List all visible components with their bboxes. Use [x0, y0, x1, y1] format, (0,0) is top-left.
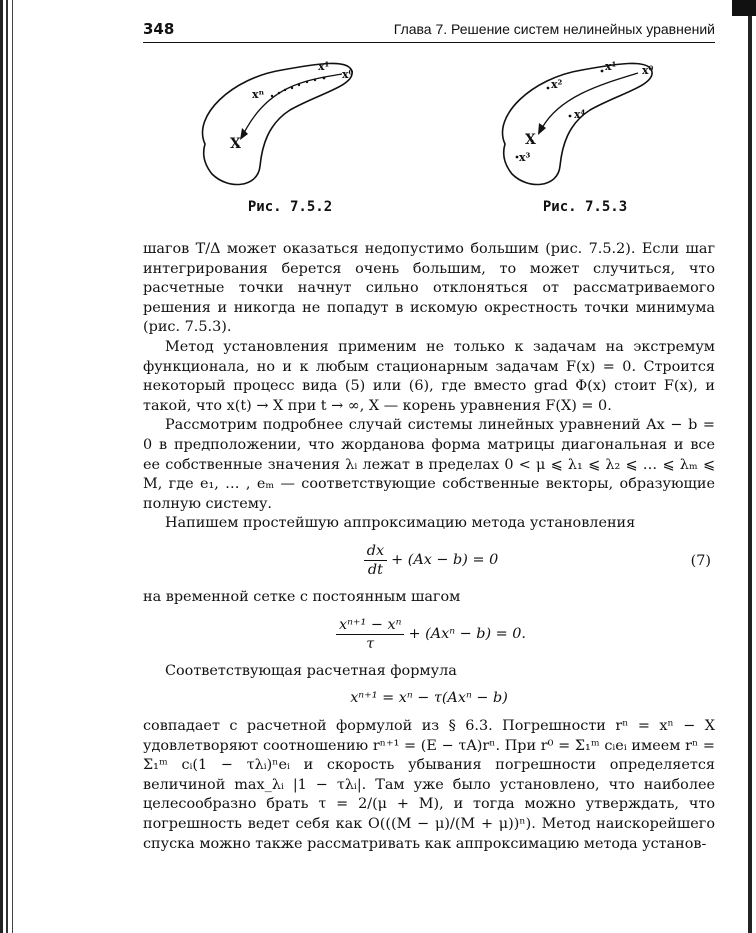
page-header — [143, 18, 715, 43]
label-x3: x³ — [519, 151, 531, 164]
region-outline — [503, 63, 653, 184]
caption-7-5-3: Рис. 7.5.3 — [542, 199, 628, 215]
label-x2: x² — [551, 78, 563, 91]
fraction-denominator: τ — [366, 636, 375, 652]
trajectory-arrowhead — [240, 128, 248, 140]
fraction-denominator: dt — [367, 562, 383, 579]
body-text — [143, 240, 715, 854]
figure-7-5-2 — [190, 58, 380, 193]
paragraph-3: Рассмотрим подробнее случай системы линейных уравнений Ax − b = 0 в предположении, что жорданова форма матрицы диагональная и все ее собственные значения λᵢ лежат в пределах 0 < μ ⩽ λ₁ ⩽ λ₂ ⩽ … ⩽ λₘ ⩽ M, где e₁, … , eₘ — соответствующие собственные векторы, образующие полную систему. — [143, 417, 715, 512]
iteration-dots — [237, 77, 326, 148]
label-x0: x⁰ — [342, 68, 354, 81]
paragraph-1: шагов T/Δ может оказаться недопустимо большим (рис. 7.5.2). Если шаг интегрирования берется очень большим, то может случиться, что расчетные точки начнут сильно отклоняться от рассматриваемого решения и никогда не попадут в искомую окрестность точки минимума (рис. 7.5.3). — [143, 241, 715, 336]
paragraph-5: на временной сетке с постоянным шагом — [143, 588, 461, 605]
caption-7-5-2: Рис. 7.5.2 — [247, 199, 333, 215]
fraction-numerator: dx — [364, 542, 387, 561]
paragraph-4: Напишем простейшую аппроксимацию метода установления — [165, 515, 636, 532]
paragraph-6: Соответствующая расчетная формула — [165, 662, 457, 679]
equation-7 — [143, 534, 715, 588]
equation-iteration-text: xⁿ⁺¹ = xⁿ − τ(Axⁿ − b) — [350, 690, 508, 707]
fraction-dx-dt — [364, 542, 387, 579]
equation-7-rest: + (Ax − b) = 0 — [391, 552, 499, 569]
equation-iteration — [143, 681, 715, 717]
label-x1: x¹ — [318, 60, 330, 73]
fraction-numerator: xⁿ⁺¹ − xⁿ — [336, 616, 404, 635]
running-head: Глава 7. Решение систем нелинейных уравнений — [393, 21, 715, 37]
region-outline — [203, 63, 353, 184]
figure-7-5-3-drawing — [490, 58, 680, 193]
label-X-fig2: X — [525, 132, 536, 148]
trajectory-curve — [244, 74, 342, 133]
fraction-difference — [336, 616, 404, 653]
paragraph-7: совпадает с расчетной формулой из § 6.3. Погрешности rⁿ = xⁿ − X удовлетворяют соотношению rⁿ⁺¹ = (E − τA)rⁿ. При r⁰ = Σ₁ᵐ cᵢeᵢ имеем rⁿ = Σ₁ᵐ cᵢ(1 − τλᵢ)ⁿeᵢ и скорость убывания погрешности определяется величиной max_λᵢ |1 − τλᵢ|. Там уже было установлено, что наиболее целесообразно брать τ = 2/(μ + M), и тогда можно утверждать, что погрешность ведет себя как O(((M − μ)/(M + μ))ⁿ). Метод наискорейшего спуска можно также рассматривать как аппроксимацию метода установ- — [143, 718, 715, 852]
paragraph-2: Метод установления применим не только к задачам на экстремум функционала, но и к любым стационарным задачам F(x) = 0. Строится некоторый процесс вида (5) или (6), где вместо grad Φ(x) стоит F(x), и такой, что x(t) → X при t → ∞, X — корень уравнения F(X) = 0. — [143, 338, 715, 414]
label-X-fig1: X — [230, 136, 241, 152]
label-x0: x⁰ — [642, 64, 654, 77]
equation-number: (7) — [690, 552, 711, 569]
figure-7-5-3 — [490, 58, 680, 193]
scan-right-edge — [742, 0, 756, 933]
scan-left-edge — [0, 0, 22, 933]
scan-corner-mark — [732, 0, 756, 16]
trajectory-arrowhead — [538, 123, 546, 135]
label-xn: xⁿ — [252, 88, 265, 101]
page-number: 348 — [143, 20, 175, 38]
label-x1: x¹ — [605, 60, 617, 73]
equation-difference-rest: + (Axⁿ − b) = 0. — [408, 625, 527, 642]
label-x4: x⁴ — [574, 108, 586, 121]
equation-difference — [143, 608, 715, 662]
